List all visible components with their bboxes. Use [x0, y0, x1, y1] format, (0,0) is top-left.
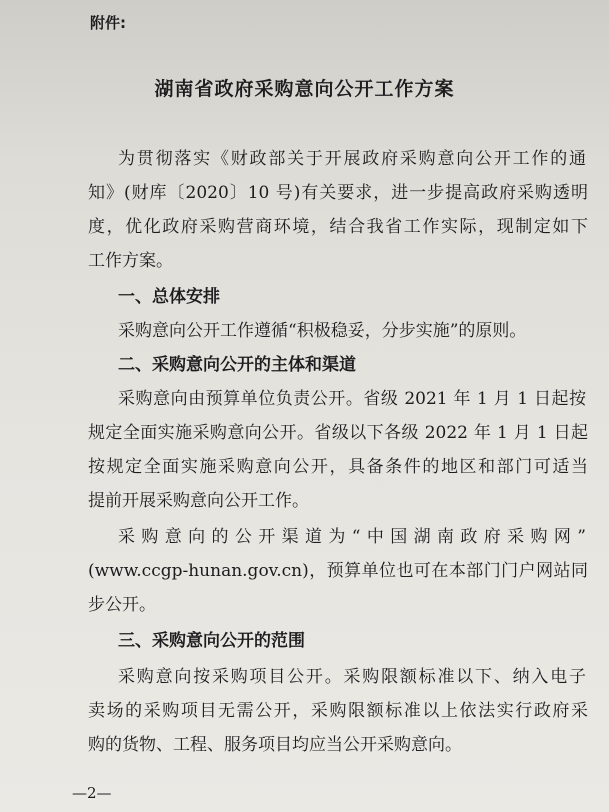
section2-para1-line-4: 提前开展采购意向公开工作。: [88, 491, 309, 511]
section3-heading: 三、采购意向公开的范围: [118, 631, 305, 651]
attachment-label: 附件:: [90, 14, 126, 32]
section3-line-1: 采购意向按采购项目公开。采购限额标准以下、纳入电子: [118, 667, 586, 687]
intro-line-1: 为贯彻落实《财政部关于开展政府采购意向公开工作的通: [118, 149, 586, 169]
section1-heading: 一、总体安排: [118, 287, 220, 307]
section2-para2-line-3: 步公开。: [88, 595, 156, 615]
section2-para1-line-2: 规定全面实施采购意向公开。省级以下各级 2022 年 1 月 1 日起: [88, 423, 588, 443]
section3-line-3: 购的货物、工程、服务项目均应当公开采购意向。: [88, 735, 462, 755]
section2-para2-line-2: (www.ccgp-hunan.gov.cn)，预算单位也可在本部门门户网站同: [88, 561, 588, 581]
section2-para1-line-3: 按规定全面实施采购意向公开，具备条件的地区和部门可适当: [88, 457, 588, 477]
document-title: 湖南省政府采购意向公开工作方案: [154, 78, 455, 100]
section2-para1-line-1: 采购意向由预算单位负责公开。省级 2021 年 1 月 1 日起按: [118, 389, 586, 409]
section2-para2-line-1: 采购意向的公开渠道为“中国湖南政府采购网”: [118, 527, 586, 547]
section1-line-1: 采购意向公开工作遵循“积极稳妥，分步实施”的原则。: [118, 321, 527, 341]
section3-line-2: 卖场的采购项目无需公开，采购限额标准以上依法实行政府采: [88, 701, 588, 721]
intro-line-3: 度，优化政府采购营商环境，结合我省工作实际，现制定如下: [88, 217, 588, 237]
page-number: —2—: [72, 784, 112, 802]
intro-line-2: 知》(财库〔2020〕10 号)有关要求，进一步提高政府采购透明: [88, 183, 588, 203]
intro-line-4: 工作方案。: [88, 251, 173, 271]
section2-heading: 二、采购意向公开的主体和渠道: [118, 355, 356, 375]
